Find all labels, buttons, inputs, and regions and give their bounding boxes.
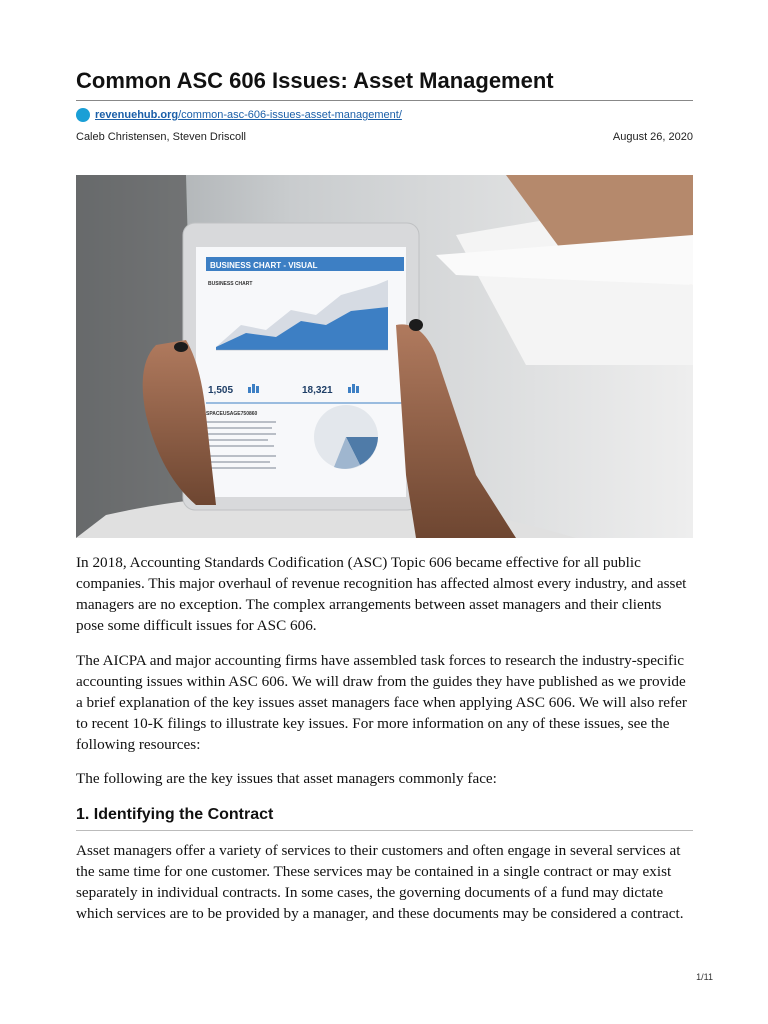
intro-paragraph: In 2018, Accounting Standards Codification (ASC) Topic 606 became effective for all public companies. This major overhaul of revenue recognition has affected almost every industry, and asset managers are no exception. The complex arrangements between asset managers and their clients pose some difficult issues for ASC 606. — [76, 554, 687, 634]
tablet-screen-header: BUSINESS CHART - VISUAL — [210, 261, 318, 270]
section-heading: 1. Identifying the Contract — [76, 806, 274, 823]
key-issues-paragraph: The following are the key issues that asset managers commonly face: — [76, 770, 497, 787]
aicpa-paragraph: The AICPA and major accounting firms have assembled task forces to research the industry-specific accounting issues within ASC 606. We will draw from the guides they have published as we provide a brief explanation of the key issues asset managers face when applying ASC 606. We will also refer to recent 10-K filings to illustrate key issues. For more information on any of these issues, see the following resources: — [76, 652, 687, 753]
source-path[interactable]: /common-asc-606-issues-asset-management/ — [178, 109, 402, 121]
tablet-stat-right: 18,321 — [302, 385, 333, 396]
tablet-stat-left: 1,505 — [208, 385, 234, 396]
source-link[interactable] — [76, 106, 402, 124]
section-paragraph: Asset managers offer a variety of services to their customers and often engage in several services at the same time for one customer. These services may be contained in a single contract or may exist separately in individual contracts. In some cases, the governing documents of a fund may dictate which services are to be provided by a manager, and these documents may be considered a contract. — [76, 842, 684, 922]
page-title: Common ASC 606 Issues: Asset Management — [76, 68, 554, 93]
hero-image — [76, 175, 693, 538]
section-divider — [76, 830, 693, 831]
article-authors: Caleb Christensen, Steven Driscoll — [76, 131, 246, 143]
title-divider — [76, 100, 693, 101]
tablet-section-label: SPACEUSAGE750860 — [206, 411, 258, 417]
page-number: 1/11 — [696, 972, 713, 982]
article-date: August 26, 2020 — [612, 131, 693, 143]
site-favicon-icon — [76, 108, 90, 122]
source-domain[interactable]: revenuehub.org — [95, 109, 179, 121]
tablet-chart-label: BUSINESS CHART — [208, 281, 253, 287]
